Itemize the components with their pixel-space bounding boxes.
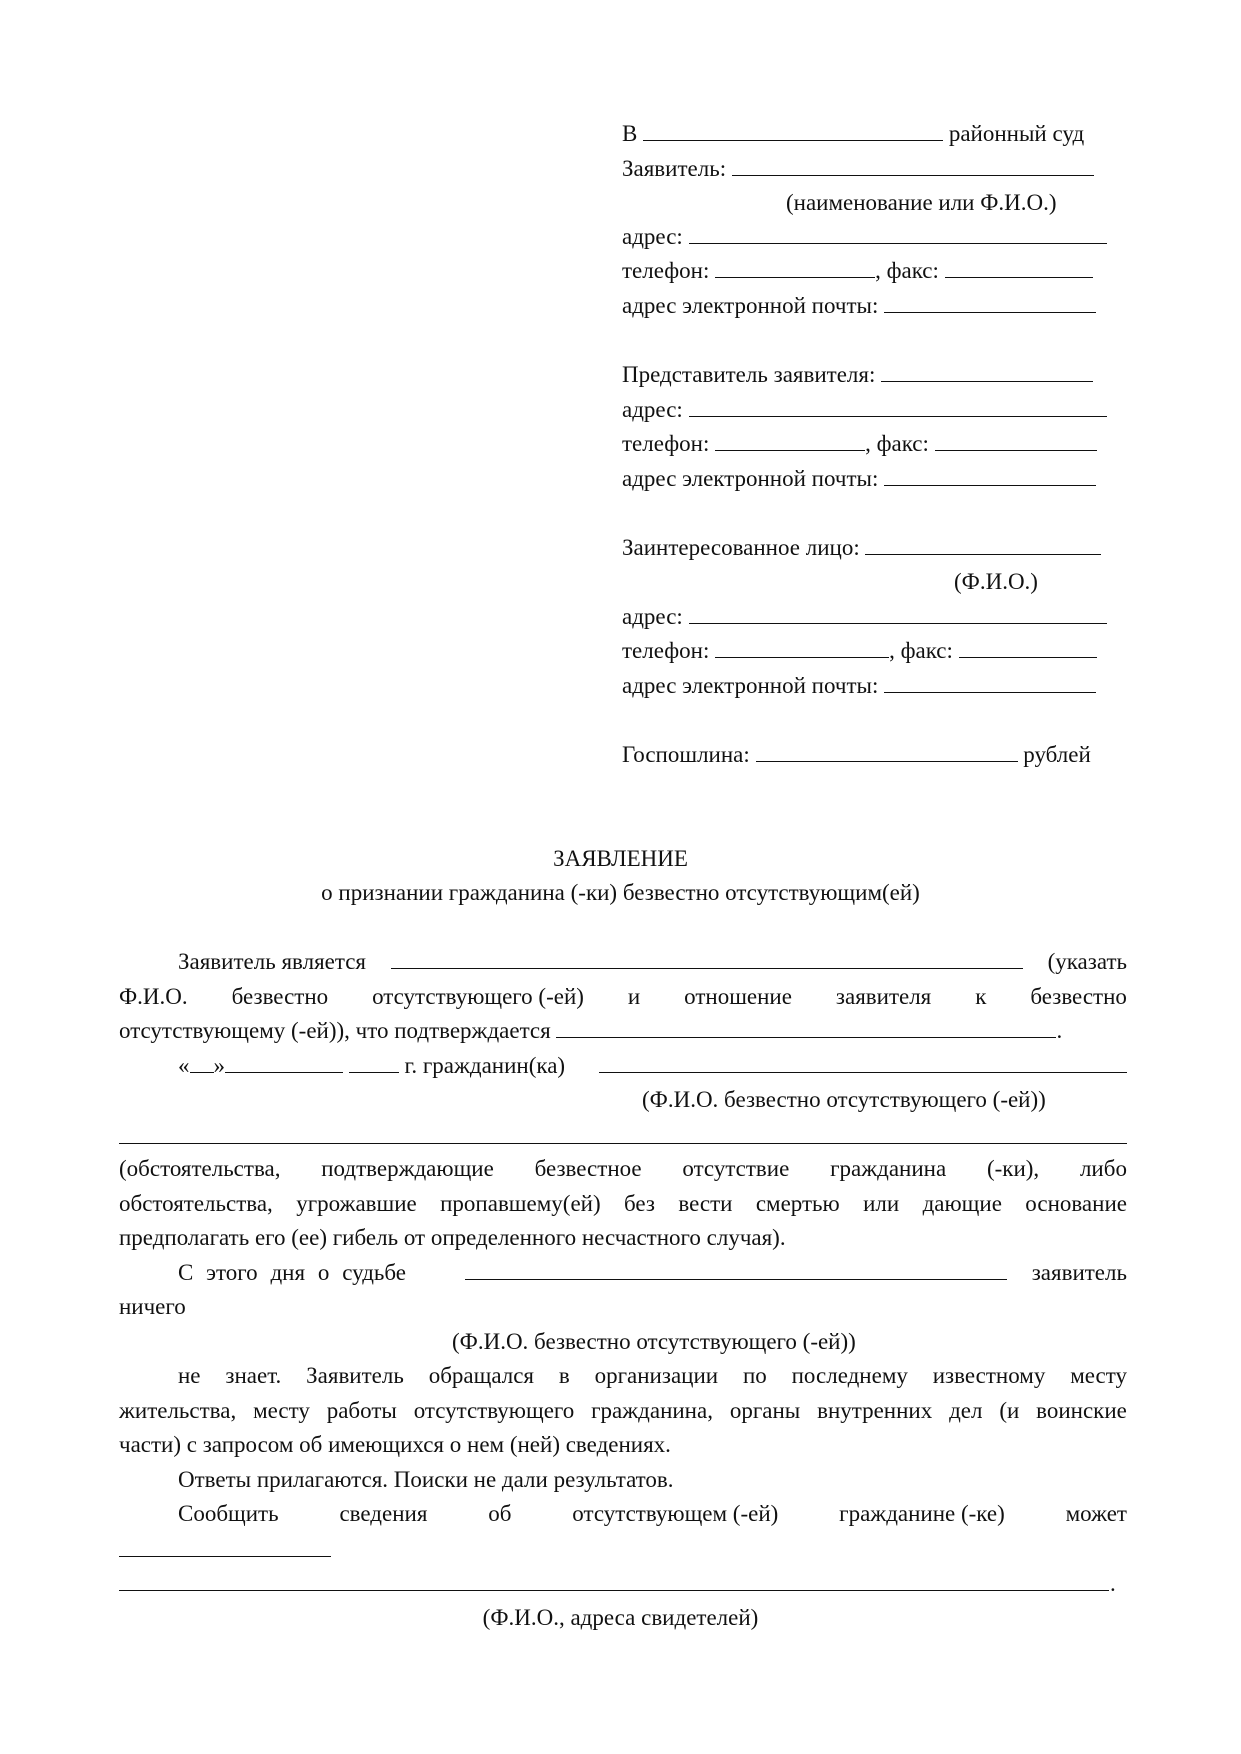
- applicant-blank[interactable]: [732, 153, 1094, 176]
- document-subtitle: о признании гражданина (-ки) безвестно отсутствующим(ей): [321, 880, 920, 905]
- representative-email-blank[interactable]: [884, 463, 1096, 486]
- witness-period: .: [1110, 1571, 1116, 1596]
- interested-fax-blank[interactable]: [959, 635, 1097, 658]
- interested-phone-blank[interactable]: [715, 635, 889, 658]
- interested-address-line: адрес:: [622, 600, 1182, 634]
- p1-line1: Заявитель является (указать: [119, 945, 1127, 979]
- applicant-email-blank[interactable]: [884, 290, 1096, 313]
- circumstances-blank[interactable]: [119, 1143, 1127, 1144]
- fate-person-hint: (Ф.И.О. безвестно отсутствующего (-ей)): [452, 1329, 856, 1354]
- interested-email-line: адрес электронной почты:: [622, 669, 1182, 703]
- missing-person-hint: (Ф.И.О. безвестно отсутствующего (-ей)): [642, 1087, 1046, 1112]
- p1-line2: Ф.И.О. безвестно отсутствующего (-ей) и отношение заявителя к безвестно: [119, 984, 1127, 1009]
- circ-line2: обстоятельства, угрожавшие пропавшему(ей) без вести смертью или дающие основание: [119, 1191, 1127, 1216]
- representative-line: Представитель заявителя:: [622, 358, 1182, 392]
- applicant-hint: (наименование или Ф.И.О.): [786, 190, 1057, 215]
- interested-line: Заинтересованное лицо:: [622, 531, 1182, 565]
- representative-fax-blank[interactable]: [935, 428, 1097, 451]
- p3-line1: не знает. Заявитель обращался в организации по последнему известному месту: [178, 1363, 1127, 1388]
- interested-phone-line: телефон: , факс:: [622, 634, 1182, 668]
- applicant-phone-blank[interactable]: [715, 255, 875, 278]
- applicant-email-line: адрес электронной почты:: [622, 289, 1182, 323]
- p3-line3: части) с запросом об имеющихся о нем (ней) сведениях.: [119, 1432, 671, 1457]
- interested-address-blank[interactable]: [689, 601, 1107, 624]
- document-title: ЗАЯВЛЕНИЕ: [553, 846, 688, 871]
- p1-line3: отсутствующему (-ей)), что подтверждается .: [119, 1014, 1127, 1048]
- applicant-relation-blank[interactable]: [391, 946, 1023, 969]
- applicant-line: Заявитель:: [622, 152, 1182, 186]
- interested-blank[interactable]: [865, 532, 1101, 555]
- p3-line2: жительства, месту работы отсутствующего гражданина, органы внутренних дел (и воинские: [119, 1398, 1127, 1423]
- court-name-blank[interactable]: [643, 118, 943, 141]
- applicant-address-blank[interactable]: [689, 221, 1107, 244]
- representative-address-blank[interactable]: [689, 394, 1107, 417]
- interested-email-blank[interactable]: [884, 670, 1096, 693]
- fate-line: С этого дня о судьбе заявитель: [119, 1256, 1127, 1290]
- court-line: В районный суд: [622, 117, 1182, 151]
- representative-address-line: адрес:: [622, 393, 1182, 427]
- representative-phone-line: телефон: , факс:: [622, 427, 1182, 461]
- p5-line: Сообщить сведения об отсутствующем (-ей) гражданине (-ке) может: [178, 1501, 1127, 1526]
- month-blank[interactable]: [225, 1050, 343, 1073]
- day-blank[interactable]: [190, 1050, 214, 1073]
- representative-email-line: адрес электронной почты:: [622, 462, 1182, 496]
- circ-line1: (обстоятельства, подтверждающие безвестное отсутствие гражданина (-ки), либо: [119, 1156, 1127, 1181]
- interested-hint: (Ф.И.О.): [954, 569, 1038, 594]
- applicant-phone-line: телефон: , факс:: [622, 254, 1182, 288]
- witness-blank-2[interactable]: [119, 1590, 1109, 1591]
- confirmation-blank[interactable]: [556, 1015, 1056, 1038]
- witness-hint: (Ф.И.О., адреса свидетелей): [482, 1605, 759, 1630]
- date-line: « » г. гражданин(ка): [119, 1049, 1127, 1083]
- fate-person-blank[interactable]: [465, 1257, 1007, 1280]
- fee-line: Госпошлина: рублей: [622, 738, 1182, 772]
- missing-person-blank[interactable]: [599, 1050, 1127, 1073]
- representative-blank[interactable]: [881, 359, 1093, 382]
- representative-phone-blank[interactable]: [715, 428, 865, 451]
- fee-blank[interactable]: [756, 739, 1018, 762]
- circ-line3: предполагать его (ее) гибель от определенного несчастного случая).: [119, 1225, 786, 1250]
- witness-blank-1[interactable]: [119, 1556, 331, 1557]
- applicant-fax-blank[interactable]: [945, 255, 1093, 278]
- applicant-address-line: адрес:: [622, 220, 1182, 254]
- p4-line: Ответы прилагаются. Поиски не дали результатов.: [178, 1467, 674, 1492]
- year-blank[interactable]: [349, 1050, 399, 1073]
- nothing-line: ничего: [119, 1294, 186, 1319]
